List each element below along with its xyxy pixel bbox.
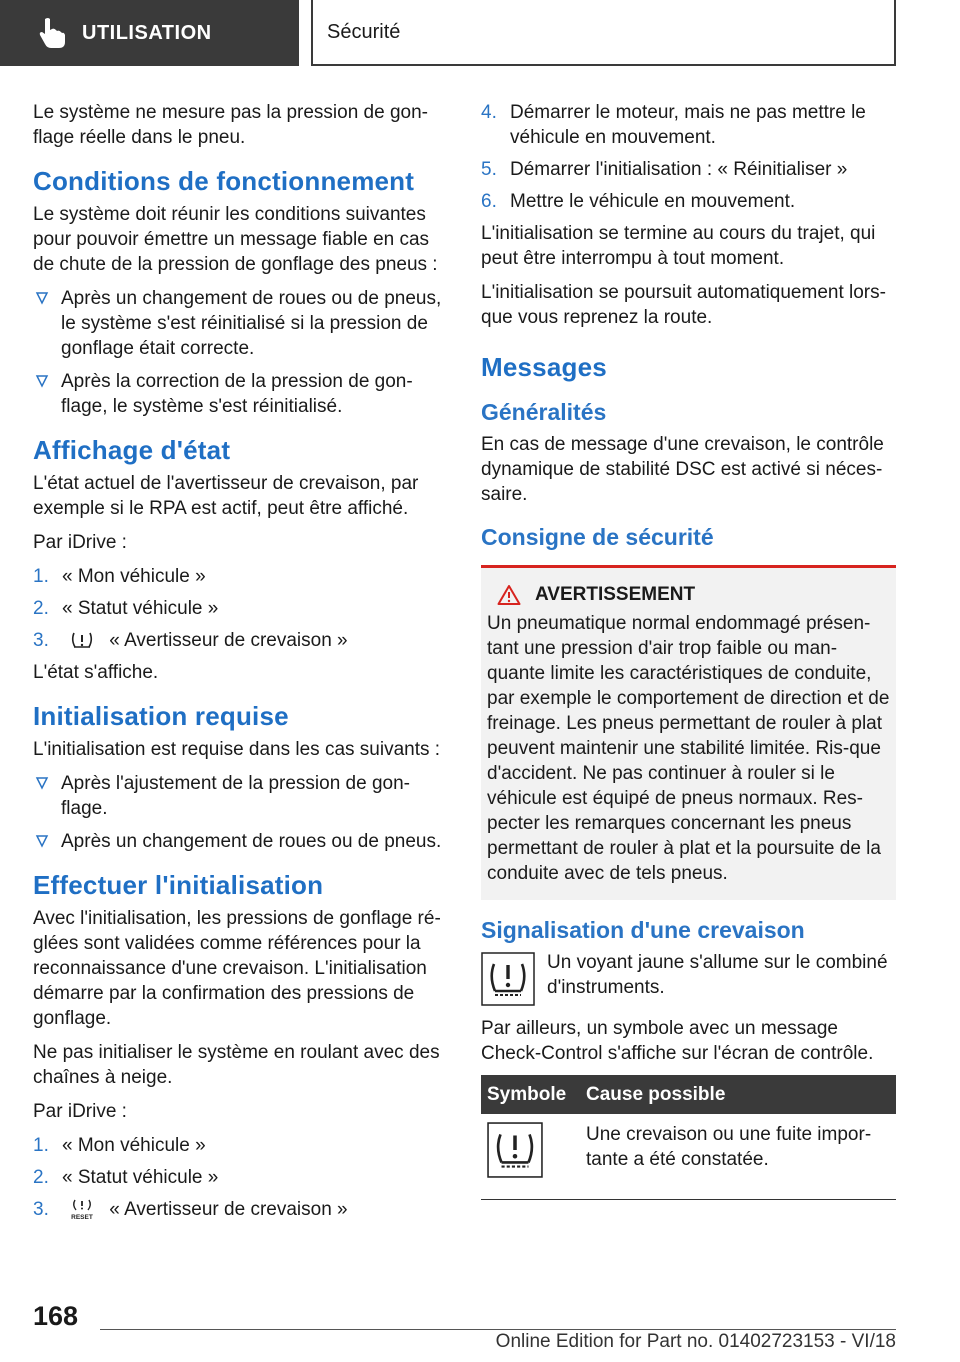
do-init-paragraph: Avec l'initialisation, les pressions de gonflage ré-glées sont validées comme références pour la reconnaissance d'une crevaison. L'initialisation démarre par la confirmation des pressions de gonflage.	[33, 908, 441, 1029]
list-item	[33, 564, 448, 589]
step-number: 1.	[33, 566, 49, 587]
step-text: « Mon véhicule »	[62, 1135, 206, 1156]
left-column	[33, 100, 448, 1229]
page-number: 168	[33, 1301, 79, 1331]
init-end-paragraph: L'initialisation se termine au cours du trajet, qui peut être interrompu à tout moment.	[481, 223, 876, 269]
bullet-text: Après un changement de roues ou de pneus.	[61, 831, 442, 852]
init-required-paragraph: L'initialisation est requise dans les cas suivants :	[33, 739, 441, 760]
step-text: « Mon véhicule »	[62, 566, 206, 587]
safety-heading: Consigne de sécurité	[481, 524, 714, 550]
list-item	[481, 100, 896, 150]
flat-tire-warning-icon	[481, 952, 535, 1006]
intro-paragraph: Le système ne mesure pas la pression de gon-flage réelle dans le pneu.	[33, 102, 428, 148]
cause-cell: Une crevaison ou une fuite impor-tante a été constatée.	[580, 1114, 896, 1200]
reset-label: RESET	[71, 1213, 93, 1221]
triangle-bullet-icon	[35, 833, 49, 849]
triangle-bullet-icon	[35, 290, 49, 306]
list-item	[33, 1165, 448, 1190]
step-text: « Avertisseur de crevaison »	[109, 630, 348, 651]
step-text: Démarrer le moteur, mais ne pas mettre le véhicule en mouvement.	[510, 102, 866, 148]
list-item	[33, 1133, 448, 1158]
tire-pressure-icon	[68, 630, 96, 652]
flat-tire-warning-icon	[487, 1122, 543, 1178]
tire-reset-icon	[68, 1199, 96, 1221]
conditions-paragraph: Le système doit réunir les conditions suivantes pour pouvoir émettre un message fiable en cas de chute de la pression de gonflage des pneus :	[33, 204, 438, 275]
messages-heading: Messages	[481, 352, 607, 382]
warning-triangle-icon	[497, 584, 521, 606]
status-paragraph: L'état actuel de l'avertisseur de crevaison, par exemple si le RPA est actif, peut être affiché.	[33, 473, 419, 519]
signal-text: Un voyant jaune s'allume sur le combiné d'instruments.	[547, 952, 888, 998]
step-number: 3.	[33, 630, 49, 651]
list-item	[33, 771, 448, 821]
hand-pointer-icon	[32, 15, 68, 51]
warning-text: Un pneumatique normal endommagé présen-tant une pression d'air trop faible ou man-quante limite les caractéristiques de conduite, par exemple le comportement de direction et de freinage. Les pneus permettant de rouler à plat peuvent maintenir une stabilité limitée. Ris-que d'accident. Ne pas continuer à rouler si le véhicule est équipé de pneus normaux. Res-pecter les remarques concernant les pneus permettant de rouler à plat et la poursuite de la conduite avec de tels pneus.	[487, 613, 890, 884]
footer-divider	[100, 1329, 896, 1330]
page-header	[0, 0, 960, 66]
edition-note: Online Edition for Part no. 01402723153 - VI/18	[495, 1331, 896, 1352]
symbol-table	[481, 1075, 896, 1200]
idrive-label: Par iDrive :	[33, 1101, 127, 1122]
section-label: Sécurité	[327, 20, 401, 43]
section-tab	[311, 0, 896, 66]
triangle-bullet-icon	[35, 775, 49, 791]
do-init-heading: Effectuer l'initialisation	[33, 870, 324, 900]
list-item	[481, 157, 896, 182]
step-number: 2.	[33, 1167, 49, 1188]
init-required-heading: Initialisation requise	[33, 701, 289, 731]
signal-row	[481, 950, 896, 1006]
step-text: « Statut véhicule »	[62, 598, 219, 619]
step-text: Démarrer l'initialisation : « Réinitialiser »	[510, 159, 848, 180]
chapter-label: UTILISATION	[82, 21, 212, 44]
table-row	[481, 1114, 896, 1200]
right-column	[481, 100, 896, 1200]
table-header-cause: Cause possible	[580, 1075, 896, 1114]
warning-header	[487, 582, 890, 607]
step-number: 6.	[481, 191, 497, 212]
page-footer	[0, 1295, 960, 1362]
symbol-cell	[481, 1114, 580, 1200]
list-item	[33, 1197, 448, 1222]
table-header-symbol: Symbole	[481, 1075, 580, 1114]
chapter-tab[interactable]	[0, 0, 299, 66]
list-item	[33, 369, 448, 419]
step-number: 5.	[481, 159, 497, 180]
conditions-heading: Conditions de fonctionnement	[33, 166, 415, 196]
step-text: Mettre le véhicule en mouvement.	[510, 191, 796, 212]
signal-heading: Signalisation d'une crevaison	[481, 917, 805, 943]
bullet-text: Après un changement de roues ou de pneus, le système s'est réinitialisé si la pression de gonflage était correcte.	[61, 288, 442, 359]
list-item	[33, 596, 448, 621]
list-item	[481, 189, 896, 214]
idrive-label: Par iDrive :	[33, 532, 127, 553]
list-item	[33, 829, 448, 854]
snow-chain-note: Ne pas initialiser le système en roulant avec des chaînes à neige.	[33, 1042, 440, 1088]
step-number: 4.	[481, 102, 497, 123]
init-resume-paragraph: L'initialisation se poursuit automatiquement lors-que vous reprenez la route.	[481, 282, 886, 328]
step-number: 1.	[33, 1135, 49, 1156]
general-paragraph: En cas de message d'une crevaison, le contrôle dynamique de stabilité DSC est activé si néces-saire.	[481, 434, 884, 505]
bullet-text: Après l'ajustement de la pression de gon-flage.	[61, 773, 410, 819]
check-control-paragraph: Par ailleurs, un symbole avec un message Check-Control s'affiche sur l'écran de contrôle.	[481, 1018, 874, 1064]
warning-label: AVERTISSEMENT	[535, 584, 696, 605]
bullet-text: Après la correction de la pression de gon-flage, le système s'est réinitialisé.	[61, 371, 413, 417]
step-number: 2.	[33, 598, 49, 619]
list-item	[33, 628, 448, 653]
list-item	[33, 286, 448, 361]
status-heading: Affichage d'état	[33, 435, 231, 465]
step-number: 3.	[33, 1199, 49, 1220]
warning-box	[481, 565, 896, 900]
step-text: « Statut véhicule »	[62, 1167, 219, 1188]
triangle-bullet-icon	[35, 373, 49, 389]
status-result: L'état s'affiche.	[33, 662, 159, 683]
general-heading: Généralités	[481, 399, 607, 425]
step-text: « Avertisseur de crevaison »	[109, 1199, 348, 1220]
